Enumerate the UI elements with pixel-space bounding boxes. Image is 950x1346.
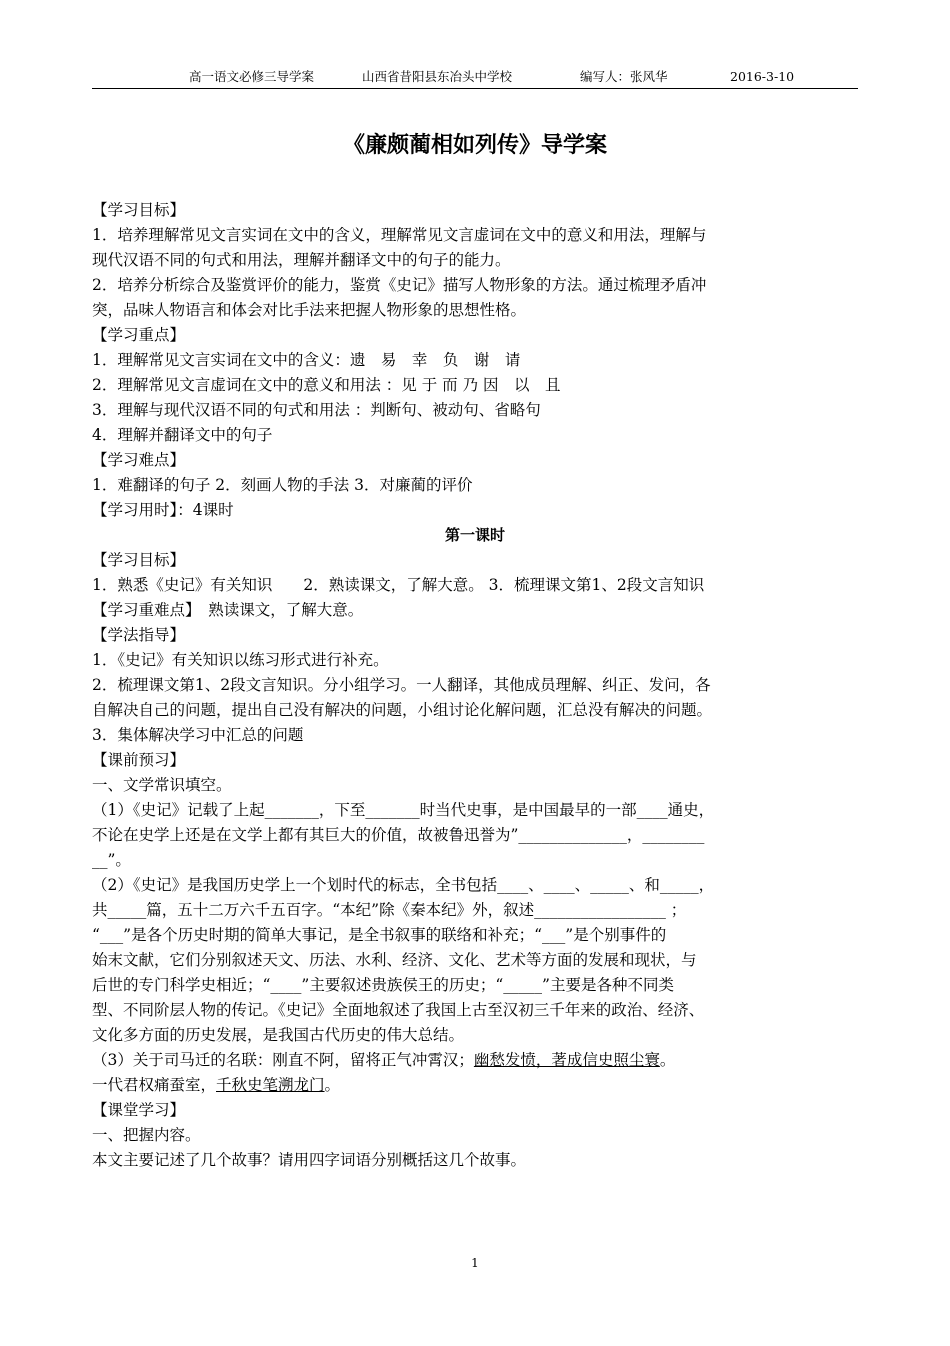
couplet-line-1 <box>92 1048 858 1073</box>
text-line: 始末文献，它们分别叙述天文、历法、水利、经济、文化、艺术等方面的发展和现状，与 <box>92 951 697 969</box>
couplet-underlined-2: 千秋史笔溯龙门 <box>216 1076 325 1094</box>
text-line: 【学习重点】 <box>92 326 186 344</box>
header-school: 山西省昔阳县东冶头中学校 <box>362 69 513 84</box>
couplet-underlined-1: 幽愁发愤，著成信史照尘寰 <box>473 1051 660 1069</box>
couplet-plain-2: 一代君权痛蚕室， <box>92 1076 217 1094</box>
text-line: 文化多方面的历史发展，是我国古代历史的伟大总结。 <box>92 1026 465 1044</box>
section-title: 第一课时 <box>444 526 505 544</box>
text-line: 3．理解与现代汉语不同的句式和用法 ：判断句、被动句、省略句 <box>92 401 541 419</box>
text-line: 3．集体解决学习中汇总的问题 <box>92 726 304 744</box>
text-line: 【学法指导】 <box>92 626 186 644</box>
text-line: 不论在史学上还是在文学上都有其巨大的价值，故被鲁迅誉为”______________，________ <box>92 826 705 844</box>
text-line: 自解决自己的问题，提出自己没有解决的问题，小组讨论化解问题，汇总没有解决的问题。 <box>92 701 713 719</box>
couplet-end-2: 。 <box>324 1076 341 1094</box>
text-line: 1．熟悉《史记》有关知识 2．熟读课文，了解大意。 3．梳理课文第1、2段文言知识 <box>92 576 705 594</box>
text-line: “___”是各个历史时期的简单大事记，是全书叙事的联络和补充；“___”是个别事件的 <box>92 926 667 944</box>
text-line: 1．理解常见文言实词在文中的含义：遗 易 幸 负 谢 请 <box>92 351 521 369</box>
page-number: 1 <box>471 1256 479 1270</box>
text-line: 【学习目标】 <box>92 201 186 219</box>
document-body <box>92 198 858 1173</box>
text-line: 2．理解常见文言虚词在文中的意义和用法 ：见 于 而 乃 因 以 且 <box>92 376 561 394</box>
text-line: 1．培养理解常见文言实词在文中的含义，理解常见文言虚词在文中的意义和用法，理解与 <box>92 226 707 244</box>
text-line: 【学习难点】 <box>92 451 186 469</box>
text-line: 2．梳理课文第1、2段文言知识。分小组学习。一人翻译，其他成员理解、纠正、发问，各 <box>92 676 711 694</box>
document-title: 《廉颇蔺相如列传》导学案 <box>342 133 607 158</box>
text-line: 1．难翻译的句子 2．刻画人物的手法 3．对廉蔺的评价 <box>92 476 473 494</box>
text-line: 型、不同阶层人物的传记。《史记》全面地叙述了我国上古至汉初三千年来的政治、经济、 <box>92 1001 705 1019</box>
text-line: （1）《史记》记载了上起_______，下至_______时当代史事，是中国最早的一部____通史， <box>92 801 715 819</box>
text-line: 1．《史记》有关知识以练习形式进行补充。 <box>92 651 389 669</box>
text-line: 本文主要记述了几个故事？请用四字词语分别概括这几个故事。 <box>92 1151 527 1169</box>
header-date: 2016-3-10 <box>730 69 795 84</box>
header-author: 编写人：张风华 <box>580 69 668 84</box>
couplet-end-1: 。 <box>659 1051 676 1069</box>
text-line: 一、文学常识填空。 <box>92 776 232 794</box>
text-line: 2．培养分析综合及鉴赏评价的能力，鉴赏《史记》描写人物形象的方法。通过梳理矛盾冲 <box>92 276 707 294</box>
text-line: __”。 <box>92 851 131 869</box>
text-line: 现代汉语不同的句式和用法，理解并翻译文中的句子的能力。 <box>92 251 511 269</box>
text-line: 【学习目标】 <box>92 551 186 569</box>
header-course: 高一语文必修三导学案 <box>189 69 315 84</box>
text-line: （2）《史记》是我国历史学上一个划时代的标志，全书包括____、____、_____、和_____， <box>92 876 715 894</box>
text-line: 共_____篇，五十二万六千五百字。“本纪”除《秦本纪》外，叙述_________________ ； <box>92 901 687 919</box>
text-line: 突，品味人物语言和体会对比手法来把握人物形象的思想性格。 <box>92 301 527 319</box>
text-line: 4．理解并翻译文中的句子 <box>92 426 273 444</box>
text-line: 一、把握内容。 <box>92 1126 201 1144</box>
couplet-prefix: （3）关于司马迁的名联：刚直不阿，留将正气冲霄汉； <box>92 1051 474 1069</box>
page-header <box>92 68 858 89</box>
text-line: 后世的专门科学史相近；“____”主要叙述贵族侯王的历史；“_____”主要是各种不同类 <box>92 976 674 994</box>
text-line: 【课前预习】 <box>92 751 186 769</box>
text-line: 【学习用时】：4课时 <box>92 501 234 519</box>
text-line: 【学习重难点】 熟读课文，了解大意。 <box>92 601 364 619</box>
text-line: 【课堂学习】 <box>92 1101 186 1119</box>
couplet-line-2 <box>92 1073 858 1098</box>
